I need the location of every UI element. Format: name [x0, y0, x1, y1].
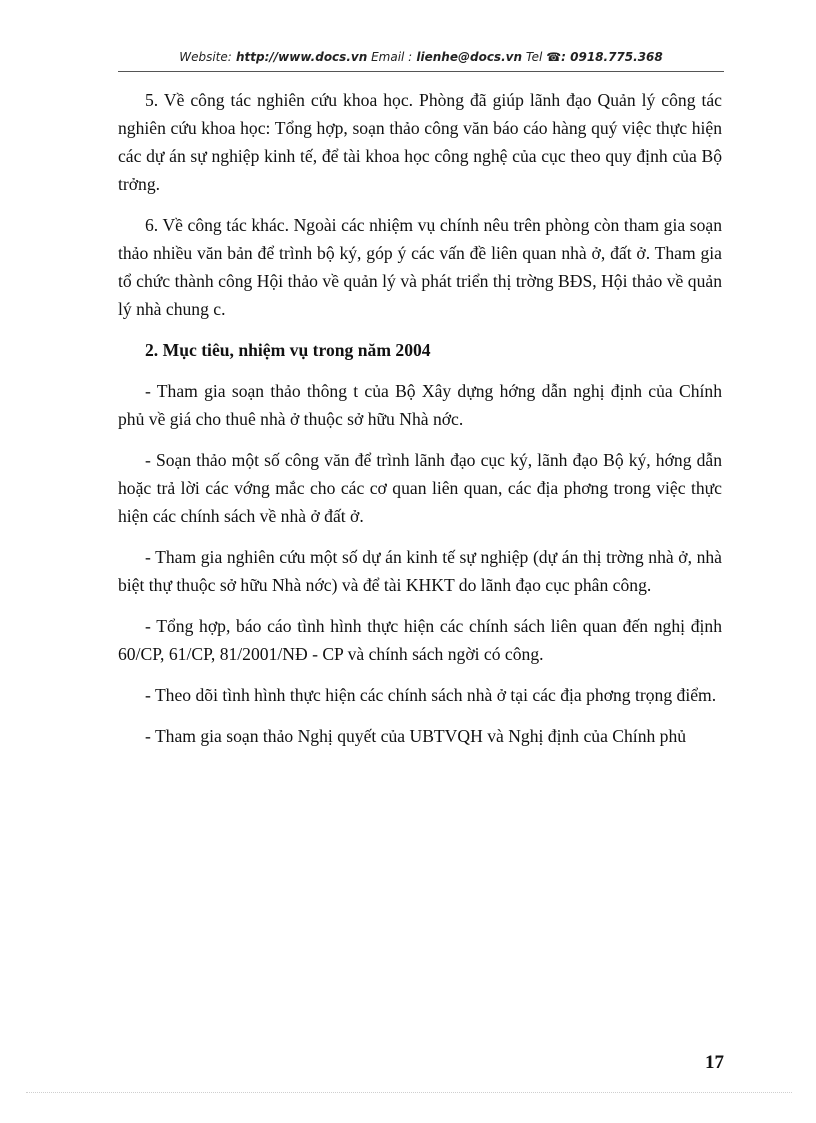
tel-number: ☎: 0918.775.368 [546, 50, 663, 64]
paragraph-research: 5. Về công tác nghiên cứu khoa học. Phòng đã giúp lãnh đạo Quản lý công tác nghiên cứu khoa học: Tổng hợp, soạn thảo công văn báo cáo hàng quý việc thực hiện các dự án sự nghiệp kinh tế, để tài khoa học công nghệ của cục theo quy định của Bộ trởng. [118, 90, 722, 194]
page-header [118, 50, 724, 64]
header-divider [118, 71, 724, 72]
email-address[interactable]: lienhe@docs.vn [412, 50, 522, 64]
website-url[interactable]: http://www.docs.vn [231, 50, 368, 64]
list-item: - Tham gia nghiên cứu một số dự án kinh tế sự nghiệp (dự án thị trờng nhà ở, nhà biệt thự thuộc sở hữu Nhà nớc) và để tài KHKT do lãnh đạo cục phân công. [118, 547, 722, 595]
list-item: - Tham gia soạn thảo Nghị quyết của UBTVQH và Nghị định của Chính phủ [145, 726, 687, 746]
paragraph-other-work: 6. Về công tác khác. Ngoài các nhiệm vụ chính nêu trên phòng còn tham gia soạn thảo nhiều văn bản để trình bộ ký, góp ý các vấn đề liên quan nhà ở, đất ở. Tham gia tổ chức thành công Hội thảo về quản lý và phát triển thị trờng BĐS, Hội thảo về quản lý nhà chung c. [118, 215, 722, 319]
document-body [118, 86, 722, 763]
list-item: - Tổng hợp, báo cáo tình hình thực hiện các chính sách liên quan đến nghị định 60/CP, 61/CP, 81/2001/NĐ - CP và chính sách ngời có công. [118, 616, 722, 664]
page-number: 17 [705, 1052, 724, 1073]
list-item: - Soạn thảo một số công văn để trình lãnh đạo cục ký, lãnh đạo Bộ ký, hớng dẫn hoặc trả lời các vớng mắc cho các cơ quan liên quan, các địa phơng trong việc thực hiện các chính sách về nhà ở đất ở. [118, 450, 722, 526]
website-label: Website: [179, 50, 232, 64]
footer-divider [26, 1092, 792, 1093]
tel-label: Tel [522, 50, 547, 64]
list-item: - Theo dõi tình hình thực hiện các chính sách nhà ở tại các địa phơng trọng điểm. [145, 685, 717, 705]
email-label: Email : [367, 50, 413, 64]
list-item: - Tham gia soạn thảo thông t của Bộ Xây dựng hớng dẫn nghị định của Chính phủ về giá cho thuê nhà ở thuộc sở hữu Nhà nớc. [118, 381, 722, 429]
section-heading: 2. Mục tiêu, nhiệm vụ trong năm 2004 [145, 340, 431, 360]
